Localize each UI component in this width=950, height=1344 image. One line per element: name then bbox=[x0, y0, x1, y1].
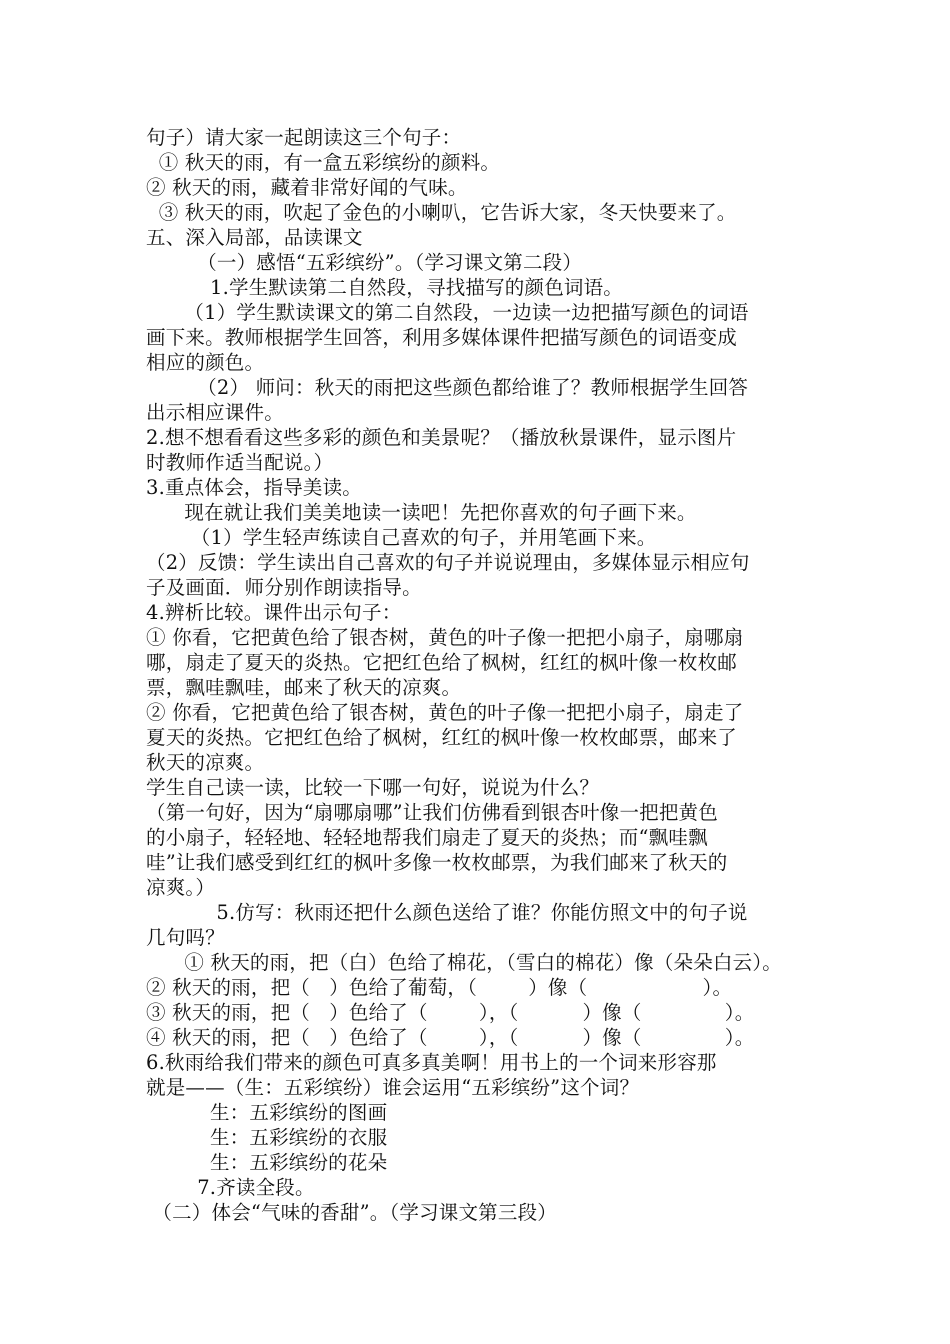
text-line: 句子）请大家一起朗读这三个句子： bbox=[146, 126, 462, 149]
text-line: 1.学生默读第二自然段，寻找描写的颜色词语。 bbox=[146, 276, 623, 299]
text-line: （第一句好，因为“扇哪扇哪”让我们仿佛看到银杏叶像一把把黄色 bbox=[146, 801, 718, 824]
text-line: （2） 师问：秋天的雨把这些颜色都给谁了？教师根据学生回答 bbox=[146, 376, 749, 399]
subsection-heading: （二）体会“气味的香甜”。（学习课文第三段） bbox=[146, 1201, 557, 1224]
text-line: （2）反馈：学生读出自己喜欢的句子并说说理由，多媒体显示相应句 bbox=[146, 551, 750, 574]
text-line: 2.想不想看看这些多彩的颜色和美景呢？（播放秋景课件，显示图片 bbox=[146, 426, 737, 449]
text-line: 学生自己读一读，比较一下哪一句好，说说为什么？ bbox=[146, 776, 600, 799]
text-line: ① 秋天的雨，有一盒五彩缤纷的颜料。 bbox=[146, 151, 501, 174]
text-line: ③ 秋天的雨，把（ ）色给了（ ），（ ）像（ ）。 bbox=[146, 1001, 755, 1024]
text-line: 秋天的凉爽。 bbox=[146, 751, 265, 774]
text-line: 现在就让我们美美地读一读吧！先把你喜欢的句子画下来。 bbox=[146, 501, 697, 524]
text-line: 的小扇子，轻轻地、轻轻地帮我们扇走了夏天的炎热；而“飘哇飘 bbox=[146, 826, 708, 849]
text-line: ② 秋天的雨，藏着非常好闻的气味。 bbox=[146, 176, 468, 199]
text-line: 夏天的炎热。它把红色给了枫树，红红的枫叶像一枚枚邮票，邮来了 bbox=[146, 726, 738, 749]
text-line: 哪，扇走了夏天的炎热。它把红色给了枫树，红红的枫叶像一枚枚邮 bbox=[146, 651, 738, 674]
text-line: 6.秋雨给我们带来的颜色可真多真美啊！用书上的一个词来形容那 bbox=[146, 1051, 717, 1074]
text-line: 出示相应课件。 bbox=[146, 401, 284, 424]
text-line: 几句吗？ bbox=[146, 926, 225, 949]
text-line: ② 秋天的雨，把（ ）色给了葡萄，（ ）像（ ）。 bbox=[146, 976, 733, 999]
text-line: 票，飘哇飘哇，邮来了秋天的凉爽。 bbox=[146, 676, 462, 699]
text-line: ① 秋天的雨，把（白）色给了棉花，（雪白的棉花）像（朵朵白云）。 bbox=[146, 951, 782, 974]
text-line: 7.齐读全段。 bbox=[146, 1176, 315, 1199]
text-line: 生：五彩缤纷的花朵 bbox=[146, 1151, 388, 1174]
text-line: 生：五彩缤纷的衣服 bbox=[146, 1126, 388, 1149]
text-line: 生：五彩缤纷的图画 bbox=[146, 1101, 388, 1124]
text-line: （1）学生默读课文的第二自然段，一边读一边把描写颜色的词语 bbox=[146, 301, 749, 324]
text-line: （1）学生轻声练读自己喜欢的句子，并用笔画下来。 bbox=[146, 526, 657, 549]
text-line: 凉爽。） bbox=[146, 876, 216, 899]
text-line: 画下来。教师根据学生回答，利用多媒体课件把描写颜色的词语变成 bbox=[146, 326, 738, 349]
text-line: 相应的颜色。 bbox=[146, 351, 265, 374]
text-line: ③ 秋天的雨，吹起了金色的小喇叭，它告诉大家，冬天快要来了。 bbox=[146, 201, 737, 224]
text-line: ① 你看，它把黄色给了银杏树，黄色的叶子像一把把小扇子，扇哪扇 bbox=[146, 626, 744, 649]
text-line: ④ 秋天的雨，把（ ）色给了（ ），（ ）像（ ）。 bbox=[146, 1026, 755, 1049]
text-line: 就是——（生：五彩缤纷）谁会运用“五彩缤纷”这个词？ bbox=[146, 1076, 640, 1099]
text-line: ② 你看，它把黄色给了银杏树，黄色的叶子像一把把小扇子，扇走了 bbox=[146, 701, 744, 724]
subsection-heading: （一）感悟“五彩缤纷”。（学习课文第二段） bbox=[146, 251, 583, 274]
text-line: 时教师作适当配说。） bbox=[146, 451, 334, 474]
text-line: 子及画面．师分别作朗读指导。 bbox=[146, 576, 422, 599]
text-line: 3.重点体会，指导美读。 bbox=[146, 476, 363, 499]
section-heading: 五、深入局部，品读课文 bbox=[146, 226, 363, 249]
text-line: 4.辨析比较。课件出示句子： bbox=[146, 601, 402, 624]
text-line: 哇”让我们感受到红红的枫叶多像一枚枚邮票，为我们邮来了秋天的 bbox=[146, 851, 728, 874]
text-line: 5.仿写：秋雨还把什么颜色送给了谁？你能仿照文中的句子说 bbox=[146, 901, 748, 924]
